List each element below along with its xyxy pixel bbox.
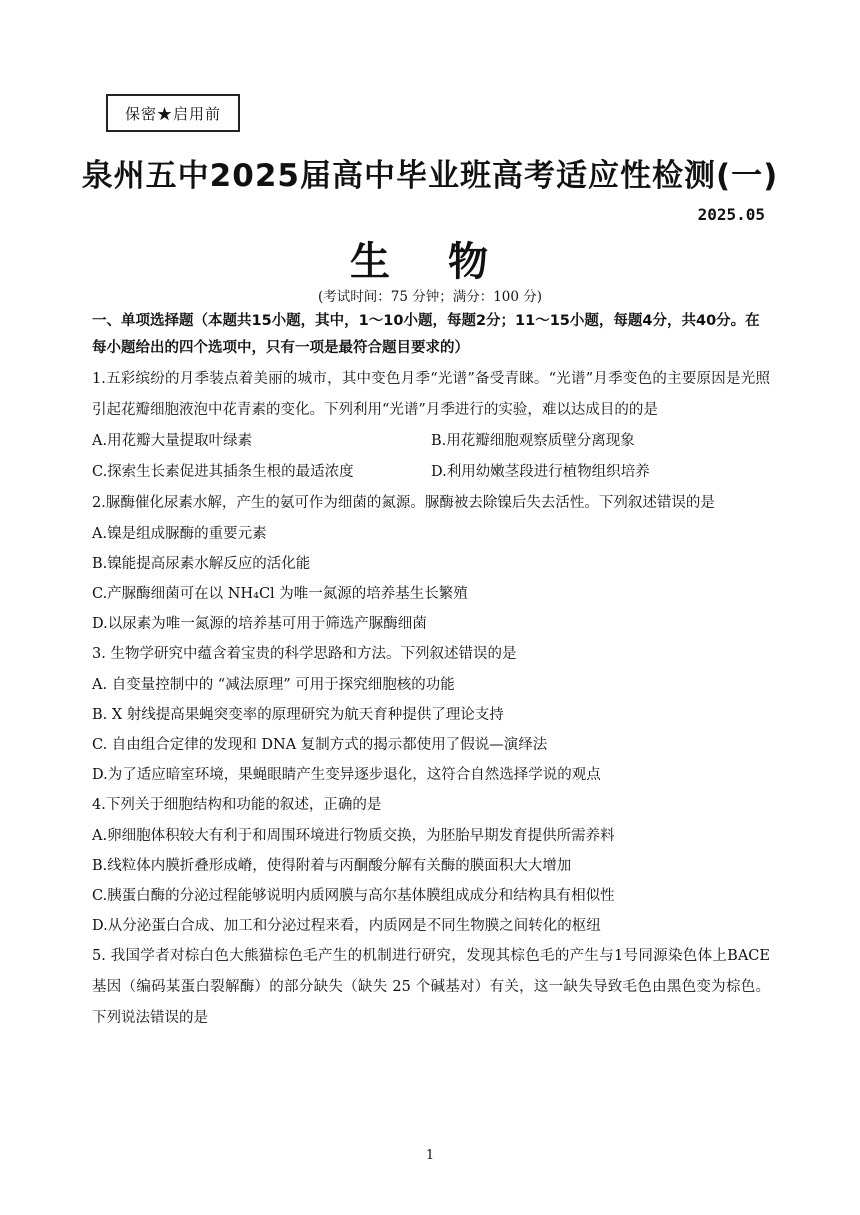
option-row	[92, 426, 770, 457]
option-row	[92, 457, 770, 488]
subject-title: 生 物	[350, 239, 510, 285]
option-a: A.用花瓣大量提取叶绿素	[92, 433, 253, 449]
option-a: A.卵细胞体积较大有利于和周围环境进行物质交换，为胚胎早期发育提供所需养料	[92, 828, 615, 844]
question-4	[92, 790, 770, 941]
question-2	[92, 488, 770, 639]
option-c: C.产脲酶细菌可在以 NH₄Cl 为唯一氮源的培养基生长繁殖	[92, 586, 468, 602]
option-b: B.用花瓣细胞观察质壁分离现象	[431, 433, 635, 449]
option-a: A.镍是组成脲酶的重要元素	[92, 526, 267, 542]
option-b: B.镍能提高尿素水解反应的活化能	[92, 556, 311, 572]
confidential-stamp: 保密★启用前	[106, 94, 240, 132]
option-c: C.胰蛋白酶的分泌过程能够说明内质网膜与高尔基体膜组成成分和结构具有相似性	[92, 888, 615, 904]
section-heading: 一、单项选择题（本题共15小题，其中，1～10小题，每题2分；11～15小题，每题4分，共40分。在每小题给出的四个选项中，只有一项是最符合题目要求的）	[92, 313, 760, 356]
option-d: D.利用幼嫩茎段进行植物组织培养	[431, 464, 650, 480]
question-5	[92, 941, 770, 1034]
question-stem: 2.脲酶催化尿素水解，产生的氨可作为细菌的氮源。脲酶被去除镍后失去活性。下列叙述错误的是	[92, 495, 715, 511]
exam-date: 2025.05	[697, 205, 765, 224]
question-stem: 5. 我国学者对棕白色大熊猫棕色毛产生的机制进行研究，发现其棕色毛的产生与1号同源染色体上BACE基因（编码某蛋白裂解酶）的部分缺失（缺失 25 个碱基对）有关，这一缺失导致毛色由黑色变为棕色。下列说法错误的是	[92, 948, 770, 1026]
question-stem: 3. 生物学研究中蕴含着宝贵的科学思路和方法。下列叙述错误的是	[92, 646, 517, 662]
option-c: C.探索生长素促进其插条生根的最适浓度	[92, 464, 354, 480]
page-number: 1	[425, 1148, 435, 1163]
question-3	[92, 639, 770, 790]
option-b: B.线粒体内膜折叠形成嵴，使得附着与丙酮酸分解有关酶的膜面积大大增加	[92, 858, 572, 874]
question-stem: 1.五彩缤纷的月季装点着美丽的城市，其中变色月季“光谱”备受青睐。“光谱”月季变色的主要原因是光照引起花瓣细胞液泡中花青素的变化。下列利用“光谱”月季进行的实验，难以达成目的的是	[92, 371, 770, 418]
question-1	[92, 364, 770, 488]
option-c: C. 自由组合定律的发现和 DNA 复制方式的揭示都使用了假说—演绎法	[92, 737, 548, 753]
option-a: A. 自变量控制中的 “减法原理” 可用于探究细胞核的功能	[92, 677, 455, 693]
option-d: D.从分泌蛋白合成、加工和分泌过程来看，内质网是不同生物膜之间转化的枢纽	[92, 918, 601, 934]
option-d: D.为了适应暗室环境，果蝇眼睛产生变异逐步退化，这符合自然选择学说的观点	[92, 767, 601, 783]
option-b: B. X 射线提高果蝇突变率的原理研究为航天育种提供了理论支持	[92, 707, 504, 723]
exam-info: (考试时间：75 分钟；满分：100 分)	[317, 289, 543, 305]
page-title: 泉州五中2025届高中毕业班高考适应性检测(一)	[81, 158, 779, 194]
question-stem: 4.下列关于细胞结构和功能的叙述，正确的是	[92, 797, 382, 813]
option-d: D.以尿素为唯一氮源的培养基可用于筛选产脲酶细菌	[92, 616, 427, 632]
question-content	[92, 308, 770, 1034]
